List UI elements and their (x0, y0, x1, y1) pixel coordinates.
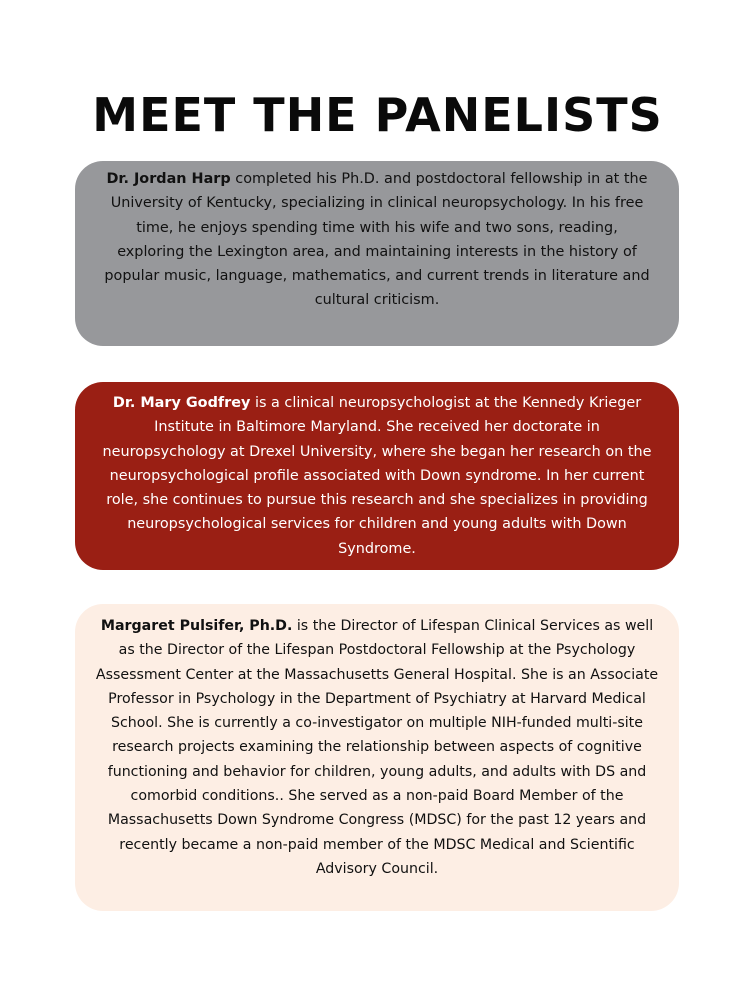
panelist-bio (93, 614, 661, 881)
panelist-name: Dr. Jordan Harp (106, 171, 231, 187)
panelist-card-jordan-harp (75, 161, 679, 346)
panelist-bio (101, 167, 653, 313)
panelist-name: Dr. Mary Godfrey (112, 395, 251, 411)
page-title: MEET THE PANELISTS (92, 88, 663, 142)
panelist-bio-text: is the Director of Lifespan Clinical Services as well as the Director of the Lifespan Postdoctoral Fellowship at the Psychology Assessment Center at the Massachusetts General Hospital. She is an Associate Professor in Psychology in the Department of Psychiatry at Harvard Medical School. She is currently a co-investigator on multiple NIH-funded multi-site research projects examining the relationship between aspects of cognitive functioning and behavior for children, young adults, and adults with DS and comorbid conditions.. She served as a non-paid Board Member of the Massachusetts Down Syndrome Congress (MDSC) for the past 12 years and recently became a non-paid member of the MDSC Medical and Scientific Advisory Council. (95, 618, 659, 877)
panelist-card-mary-godfrey (75, 382, 679, 570)
panelist-name: Margaret Pulsifer, Ph.D. (100, 618, 293, 634)
panelist-card-margaret-pulsifer (75, 604, 679, 911)
panelist-bio-text: completed his Ph.D. and postdoctoral fellowship in at the University of Kentucky, specializing in clinical neuropsychology. In his free time, he enjoys spending time with his wife and two sons, reading, exploring the Lexington area, and maintaining interests in the history of popular music, language, mathematics, and current trends in literature and cultural criticism. (104, 171, 650, 309)
panelist-bio-text: is a clinical neuropsychologist at the Kennedy Krieger Institute in Baltimore Maryland. She received her doctorate in neuropsychology at Drexel University, where she began her research on the neuropsychological profile associated with Down syndrome. In her current role, she continues to pursue this research and she specializes in providing neuropsychological services for children and young adults with Down Syndrome. (102, 395, 652, 557)
panelist-bio (97, 391, 657, 561)
